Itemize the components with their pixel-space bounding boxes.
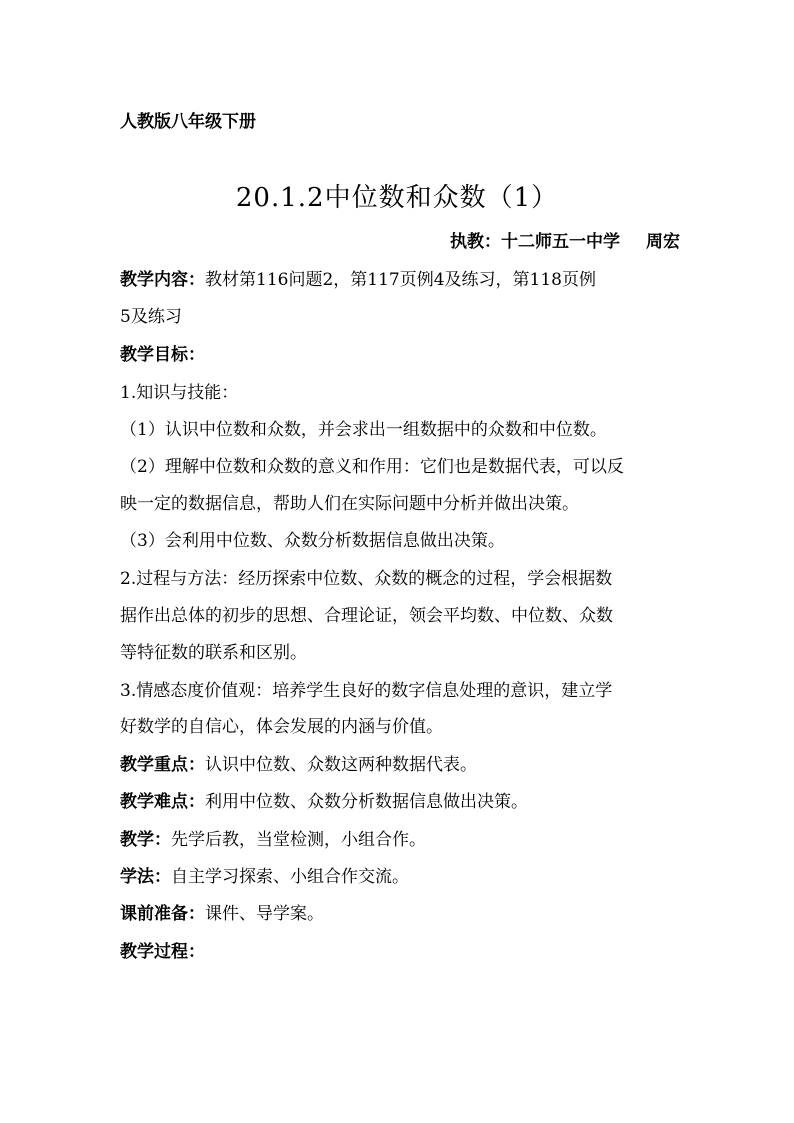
preparation-text: 课件、导学案。 xyxy=(205,904,324,924)
learning-line xyxy=(120,866,680,888)
objectives-heading: 教学目标： xyxy=(120,345,205,365)
learning-text: 自主学习探索、小组合作交流。 xyxy=(171,867,409,887)
content-line-1 xyxy=(120,269,680,291)
process-line-1: 2.过程与方法：经历探索中位数、众数的概念的过程，学会根据数 xyxy=(120,569,613,589)
learning-label: 学法： xyxy=(120,867,171,887)
grade-label: 人教版八年级下册 xyxy=(120,112,256,132)
key-point-text: 认识中位数、众数这两种数据代表。 xyxy=(205,755,477,775)
knowledge-item-3: （3）会利用中位数、众数分析数据信息做出决策。 xyxy=(120,531,505,551)
knowledge-item-1: （1）认识中位数和众数，并会求出一组数据中的众数和中位数。 xyxy=(120,420,607,440)
teaching-text: 先学后教，当堂检测，小组合作。 xyxy=(171,830,426,850)
teacher-name: 周宏 xyxy=(646,232,680,252)
knowledge-item-2-line-1: （2）理解中位数和众数的意义和作用：它们也是数据代表，可以反 xyxy=(120,457,624,477)
teaching-line xyxy=(120,829,680,851)
teacher-label: 执教：十二师五一中学 xyxy=(450,232,620,252)
knowledge-heading: 1.知识与技能： xyxy=(120,383,239,403)
emotion-line-2: 好数学的自信心，体会发展的内涵与价值。 xyxy=(120,717,443,737)
preparation-label: 课前准备： xyxy=(120,904,205,924)
difficulty-text: 利用中位数、众数分析数据信息做出决策。 xyxy=(205,792,528,812)
process-line-2: 据作出总体的初步的思想、合理论证，领会平均数、中位数、众数 xyxy=(120,606,613,626)
process-line-3: 等特征数的联系和区别。 xyxy=(120,643,307,663)
key-point-line xyxy=(120,754,680,776)
process-heading: 教学过程： xyxy=(120,942,205,962)
content-text-1: 教材第116问题2，第117页例4及练习，第118页例 xyxy=(205,270,596,290)
knowledge-item-2-line-2: 映一定的数据信息，帮助人们在实际问题中分析并做出决策。 xyxy=(120,494,579,514)
key-point-label: 教学重点： xyxy=(120,755,205,775)
content-line-2: 5及练习 xyxy=(120,307,182,327)
preparation-line xyxy=(120,903,680,925)
emotion-line-1: 3.情感态度价值观：培养学生良好的数字信息处理的意识，建立学 xyxy=(120,681,613,701)
difficulty-label: 教学难点： xyxy=(120,792,205,812)
page-title: 20.1.2中位数和众数（1） xyxy=(235,183,559,213)
difficulty-line xyxy=(120,791,680,813)
content-label: 教学内容： xyxy=(120,270,205,290)
teaching-label: 教学： xyxy=(120,830,171,850)
teacher-info xyxy=(380,231,680,253)
